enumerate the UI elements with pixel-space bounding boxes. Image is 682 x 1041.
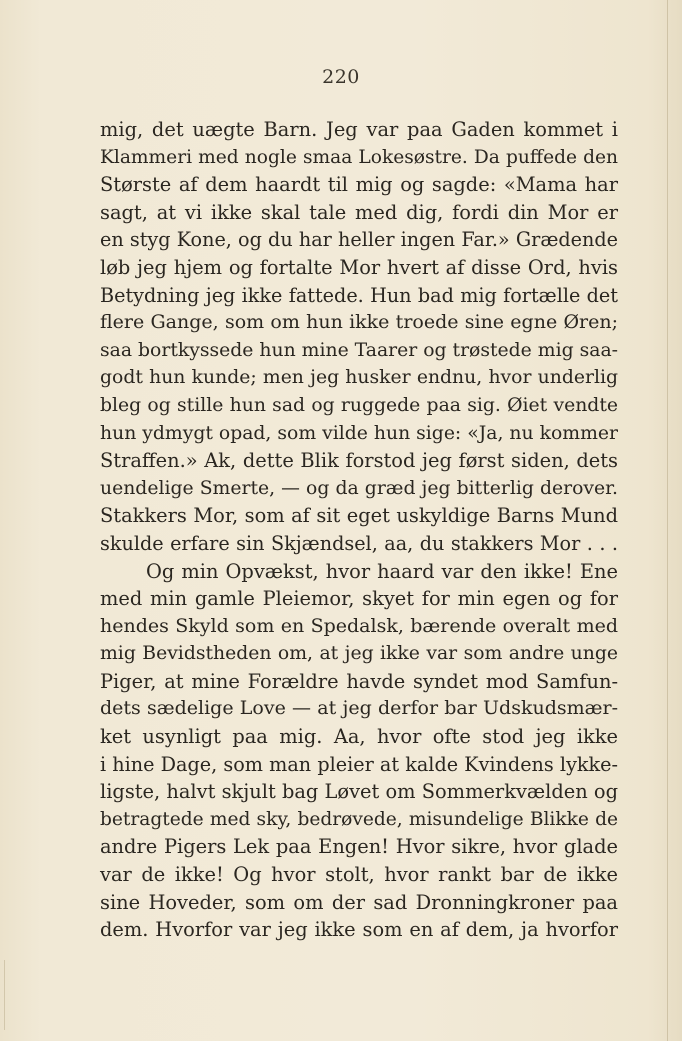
text-line: dem. Hvorfor var jeg ikke som en af dem, ja hvorfor bbox=[100, 918, 618, 942]
text-line: skulde erfare sin Skjændsel, aa, du stakkers Mor . . . bbox=[100, 531, 618, 555]
text-line: mig Bevidstheden om, at jeg ikke var som andre unge bbox=[100, 643, 618, 665]
text-line: mig, det uægte Barn. Jeg var paa Gaden kommet i bbox=[100, 118, 618, 141]
text-line: hendes Skyld som en Spedalsk, bærende overalt med bbox=[100, 614, 618, 637]
text-line: Betydning jeg ikke fattede. Hun bad mig fortælle det bbox=[100, 283, 618, 307]
text-line: var de ikke! Og hvor stolt, hvor rankt bar de ikke bbox=[100, 863, 618, 887]
text-line: betragtede med sky, bedrøvede, misundelige Blikke de bbox=[100, 808, 618, 830]
text-line: med min gamle Pleiemor, skyet for min egen og for bbox=[100, 587, 618, 611]
text-line: hun ydmygt opad, som vilde hun sige: «Ja, nu kommer bbox=[100, 422, 618, 444]
text-line: i hine Dage, som man pleier at kalde Kvindens lykke- bbox=[100, 752, 618, 776]
text-line: ket usynligt paa mig. Aa, hvor ofte stod jeg ikke bbox=[100, 725, 618, 749]
text-line: uendelige Smerte, — og da græd jeg bitterlig derover. bbox=[100, 477, 618, 499]
page-edge-mark bbox=[4, 960, 5, 1030]
text-line: en styg Kone, og du har heller ingen Far.» Grædende bbox=[100, 228, 618, 252]
text-line: bleg og stille hun sad og ruggede paa sig. Øiet vendte bbox=[100, 394, 618, 416]
page-edge-shadow bbox=[667, 0, 668, 1041]
text-line: Piger, at mine Forældre havde syndet mod Samfun- bbox=[100, 669, 618, 693]
text-line: dets sædelige Love — at jeg derfor bar Udskudsmær- bbox=[100, 697, 618, 720]
text-line: sine Hoveder, som om der sad Dronningkroner paa bbox=[100, 890, 618, 914]
text-line: ligste, halvt skjult bag Løvet om Sommerkvælden og bbox=[100, 780, 618, 804]
paragraph-start-line: Og min Opvækst, hvor haard var den ikke! Ene bbox=[146, 559, 618, 583]
text-line: saa bortkyssede hun mine Taarer og trøstede mig saa- bbox=[100, 339, 618, 361]
text-line: Klammeri med nogle smaa Lokesøstre. Da puffede den bbox=[100, 146, 618, 168]
text-line: Stakkers Mor, som af sit eget uskyldige Barns Mund bbox=[100, 504, 618, 528]
text-line: sagt, at vi ikke skal tale med dig, fordi din Mor er bbox=[100, 200, 618, 224]
page-number: 220 bbox=[322, 66, 360, 88]
text-line: løb jeg hjem og fortalte Mor hvert af disse Ord, hvis bbox=[100, 255, 618, 279]
text-line: Straffen.» Ak, dette Blik forstod jeg først siden, dets bbox=[100, 449, 618, 473]
body-text bbox=[100, 116, 618, 944]
text-line: flere Gange, som om hun ikke troede sine egne Øren; bbox=[100, 311, 618, 334]
text-line: Største af dem haardt til mig og sagde: «Mama har bbox=[100, 173, 618, 197]
text-line: godt hun kunde; men jeg husker endnu, hvor underlig bbox=[100, 367, 618, 389]
text-line: andre Pigers Lek paa Engen! Hvor sikre, hvor glade bbox=[100, 835, 618, 859]
